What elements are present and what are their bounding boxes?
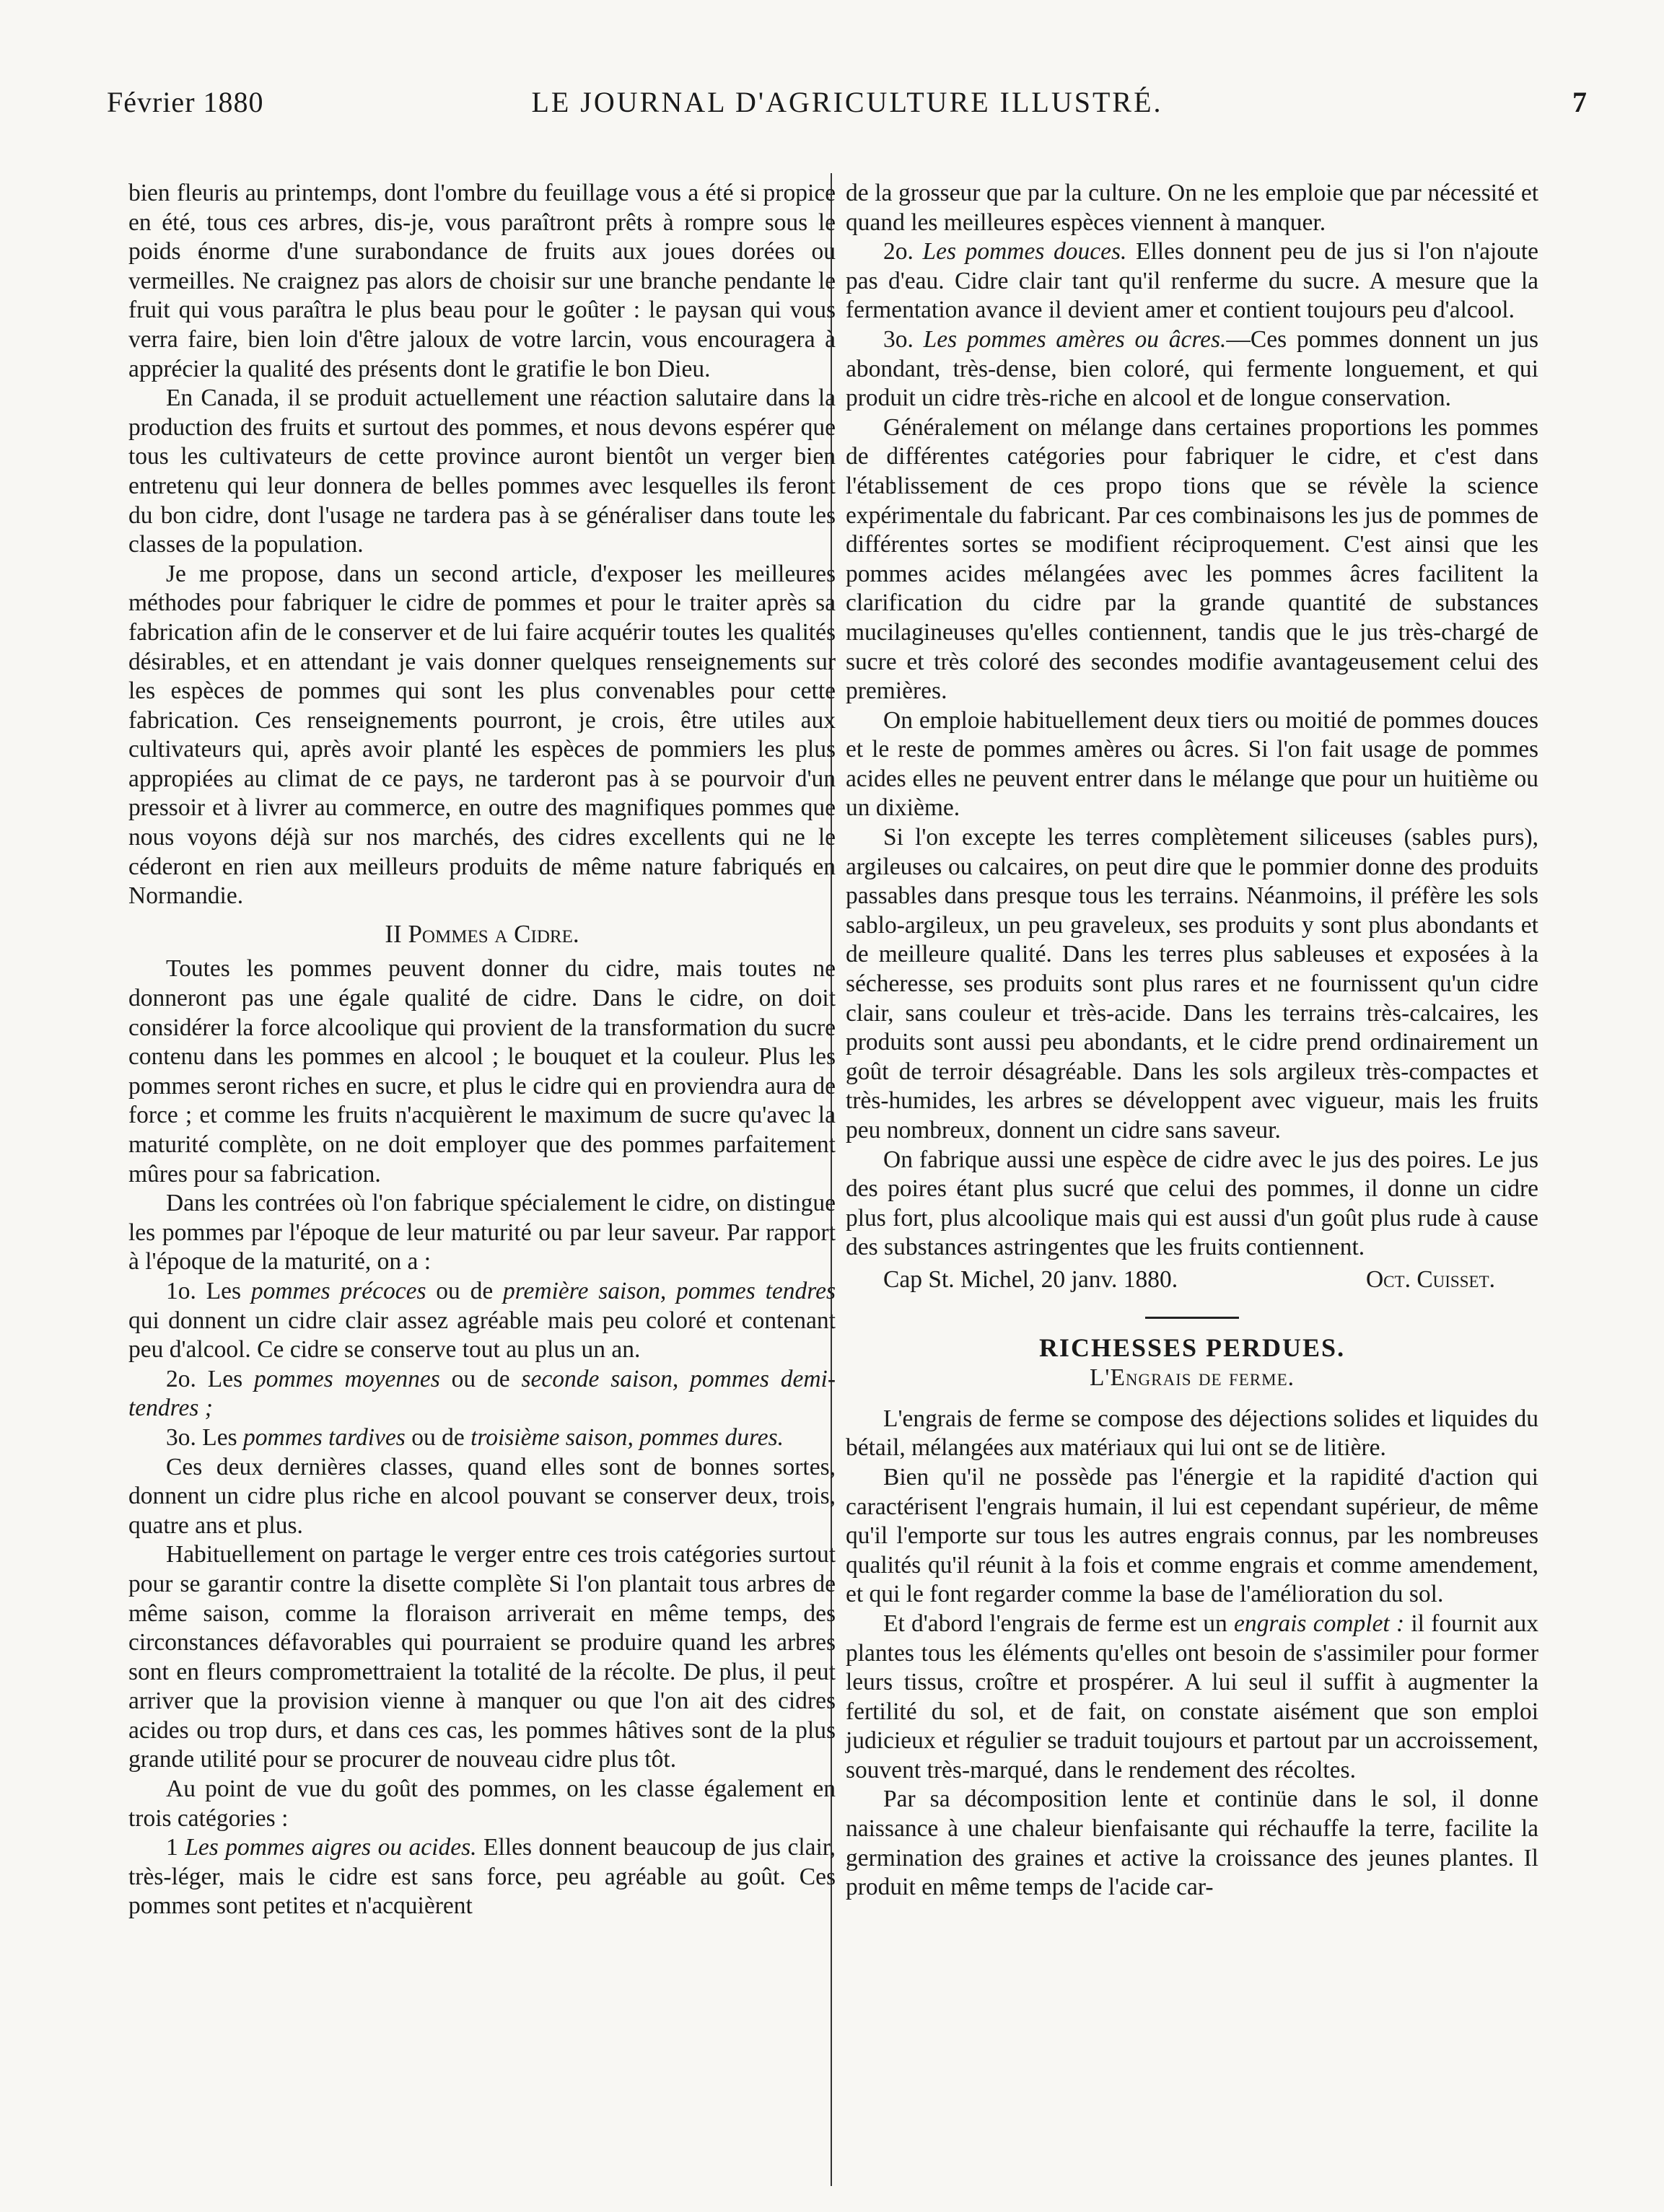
paragraph: Ces deux dernières classes, quand elles sont de bonnes sortes, donnent un cidre plus riche en alcool pouvant se conserver deux, trois, quatre ans et plus. [128, 1453, 836, 1539]
list-item: 3o. Les pommes amères ou âcres.—Ces pommes donnent un jus abondant, très-dense, bien coloré, qui fermente longuement, et qui produit un cidre très-riche en alcool et de longue conservation. [846, 325, 1538, 412]
paragraph: On fabrique aussi une espèce de cidre avec le jus des poires. Le jus des poires étant plus sucré que celui des pommes, il donne un cidre plus fort, plus alcoolique mais qui est aussi d'un goût plus rude à cause des substances astringentes que les fruits contiennent. [846, 1146, 1538, 1261]
page-number: 7 [1572, 86, 1588, 118]
paragraph: L'engrais de ferme se compose des déjections solides et liquides du bétail, mélangées aux matériaux qui lui ont se de litière. [846, 1405, 1538, 1462]
right-column [846, 179, 1538, 1902]
journal-title: LE JOURNAL D'AGRICULTURE ILLUSTRÉ. [531, 86, 1163, 118]
paragraph: On emploie habituellement deux tiers ou moitié de pommes douces et le reste de pommes amères ou âcres. Si l'on fait usage de pommes acides elles ne peuvent entrer dans le mélange que pour un huitième ou un dixième. [846, 706, 1538, 822]
list-item: 2o. Les pommes moyennes ou de seconde saison, pommes demi-tendres ; [128, 1365, 836, 1422]
signature-line [846, 1265, 1538, 1295]
paragraph: Si l'on excepte les terres complètement siliceuses (sables purs), argileuses ou calcaires, on peut dire que le pommier donne des produits passables dans presque tous les terrains. Néanmoins, il préfère les sols sablo-argileux, un peu graveleux, ses produits y sont plus abondants et de meilleure qualité. Dans les terres plus sableuses et exposées à la sécheresse, ses produits sont plus rares et ne fournissent qu'un cidre clair, sans couleur et très-acide. Dans les terrains très-calcaires, les produits sont aussi peu abondants, et le cidre prend ordinairement un goût de terroir désagréable. Dans les sols argileux très-compactes et très-humides, les arbres se développent avec vigueur, mais les fruits peu nombreux, donnent un cidre sans saveur. [846, 824, 1538, 1144]
paragraph: Au point de vue du goût des pommes, on les classe également en trois catégories : [128, 1776, 836, 1832]
list-item: 1o. Les pommes précoces ou de première saison, pommes tendres qui donnent un cidre clair assez agréable mais peu coloré et contenant peu d'alcool. Ce cidre se conserve tout au plus un an. [128, 1277, 836, 1364]
paragraph: Bien qu'il ne possède pas l'énergie et la rapidité d'action qui caractérisent l'engrais humain, il lui est cependant supérieur, de même qu'il l'emporte sur tous les autres engrais connus, par les nombreuses qualités qu'il réunit à la fois et comme engrais et comme amendement, et qui le font regarder comme la base de l'amélioration du sol. [846, 1463, 1538, 1608]
article-subtitle: L'Engrais de ferme. [1089, 1364, 1295, 1392]
paragraph: bien fleuris au printemps, dont l'ombre du feuillage vous a été si propice en été, tous ces arbres, dis-je, vous paraîtront prêts à rompre sous le poids énorme d'une surabondance de fruits aux joues dorées ou vermeilles. Ne craignez pas alors de choisir sur une branche pendante le fruit qui vous paraîtra le plus beau pour le goûter : le paysan qui vous verra faire, bien loin d'être jaloux de votre larcin, vous encouragera à apprécier la qualité des présents dont le gratifie le bon Dieu. [128, 180, 836, 382]
left-column [128, 179, 836, 1921]
header-date: Février 1880 [107, 86, 264, 118]
list-item: 1 Les pommes aigres ou acides. Elles donnent beaucoup de jus clair, très-léger, mais le cidre est sans force, peu agréable au goût. Ces pommes sont petites et n'acquièrent [128, 1834, 836, 1920]
paragraph: Généralement on mélange dans certaines proportions les pommes de différentes catégories pour fabriquer le cidre, et c'est dans l'établissement de ces propo tions que se révèle la science expérimentale du fabricant. Par ces combinaisons les jus de pommes de différentes sortes se modifient réciproquement. C'est ainsi que les pommes acides mélangées avec les pommes âcres facilitent la clarification du cidre par la grande quantité de substances mucilagineuses qu'elles contiennent, tandis que le jus très-chargé de sucre et très coloré des secondes modifie avantageusement celui des premières. [846, 413, 1538, 705]
signature-author: Oct. Cuisset. [1365, 1265, 1495, 1293]
list-item: 2o. Les pommes douces. Elles donnent peu de jus si l'on n'ajoute pas d'eau. Cidre clair tant qu'il renferme du sucre. A mesure que la fermentation avance il devient amer et contient toujours peu d'alcool. [846, 238, 1538, 324]
paragraph: Toutes les pommes peuvent donner du cidre, mais toutes ne donneront pas une égale qualité de cidre. Dans le cidre, on doit considérer la force alcoolique qui provient de la transformation du sucre contenu dans les pommes en alcool ; le bouquet et la couleur. Plus les pommes seront riches en sucre, et plus le cidre qui en proviendra aura de force ; et comme les fruits n'acquièrent le maximum de sucre qu'avec la maturité complète, on ne doit employer que des pommes parfaitement mûres pour sa fabrication. [128, 955, 836, 1188]
section-heading: II Pommes a Cidre. [385, 919, 579, 948]
paragraph: Et d'abord l'engrais de ferme est un engrais complet : il fournit aux plantes tous les éléments qu'elles ont besoin de s'assimiler pour former leurs tissus, croître et prospérer. A lui seul il suffit à augmenter la fertilité du sol, et de fait, on constate aisément que son emploi judicieux et régulier se traduit toujours et partout par un accroissement, souvent très-marqué, dans le rendement des récoltes. [846, 1610, 1538, 1783]
paragraph: de la grosseur que par la culture. On ne les emploie que par nécessité et quand les meilleures espèces viennent à manquer. [846, 180, 1538, 236]
separator-rule [1145, 1317, 1239, 1319]
paragraph: Dans les contrées où l'on fabrique spécialement le cidre, on distingue les pommes par l'époque de leur maturité ou par leur saveur. Par rapport à l'époque de la maturité, on a : [128, 1190, 836, 1276]
list-item: 3o. Les pommes tardives ou de troisième saison, pommes dures. [166, 1423, 784, 1451]
paragraph: En Canada, il se produit actuellement une réaction salutaire dans la production des fruits et surtout des pommes, et nous devons espérer que tous les cultivateurs de cette province auront bientôt un verger bien entretenu qui leur donnera de belles pommes avec lesquelles ils feront du bon cidre, dont l'usage ne tardera pas à se généraliser dans toute les classes de la population. [128, 385, 836, 558]
article-title: RICHESSES PERDUES. [1038, 1333, 1346, 1362]
page-header [107, 85, 1588, 128]
paragraph: Je me propose, dans un second article, d'exposer les meilleures méthodes pour fabriquer le cidre de pommes et pour le traiter après sa fabrication afin de le conserver et de lui faire acquérir toutes les qualités désirables, et en attendant je vais donner quelques renseignements sur les espèces de pommes qui sont les plus convenables pour cette fabrication. Ces renseignements pourront, je crois, être utiles aux cultivateurs qui, après avoir planté les espèces de pommiers les plus appropiées au climat de ce pays, ne tarderont pas à se pourvoir d'un pressoir et à livrer au commerce, en outre des magnifiques pommes que nous voyons déjà sur nos marchés, des cidres excellents qui ne le céderont en rien aux meilleurs produits de même nature fabriqués en Normandie. [128, 560, 836, 910]
paragraph: Par sa décomposition lente et continüe dans le sol, il donne naissance à une chaleur bienfaisante qui réchauffe la terre, facilite la germination des graines et active la croissance des jeunes plantes. Il produit en même temps de l'acide car- [846, 1786, 1538, 1901]
signature-place: Cap St. Michel, 20 janv. 1880. [883, 1265, 1178, 1293]
paragraph: Habituellement on partage le verger entre ces trois catégories surtout pour se garantir contre la disette complète Si l'on plantait tous arbres de même saison, comme la floraison arriverait en même temps, des circonstances défavorables qui pourraient se produire quand les arbres sont en fleurs compromettraient la totalité de la récolte. De plus, il peut arriver que la provision vienne à manquer ou que l'on ait des cidres acides ou trop durs, et dans ces cas, les pommes hâtives sont de la plus grande utilité pour se procurer de nouveau cidre plus tôt. [128, 1541, 836, 1773]
